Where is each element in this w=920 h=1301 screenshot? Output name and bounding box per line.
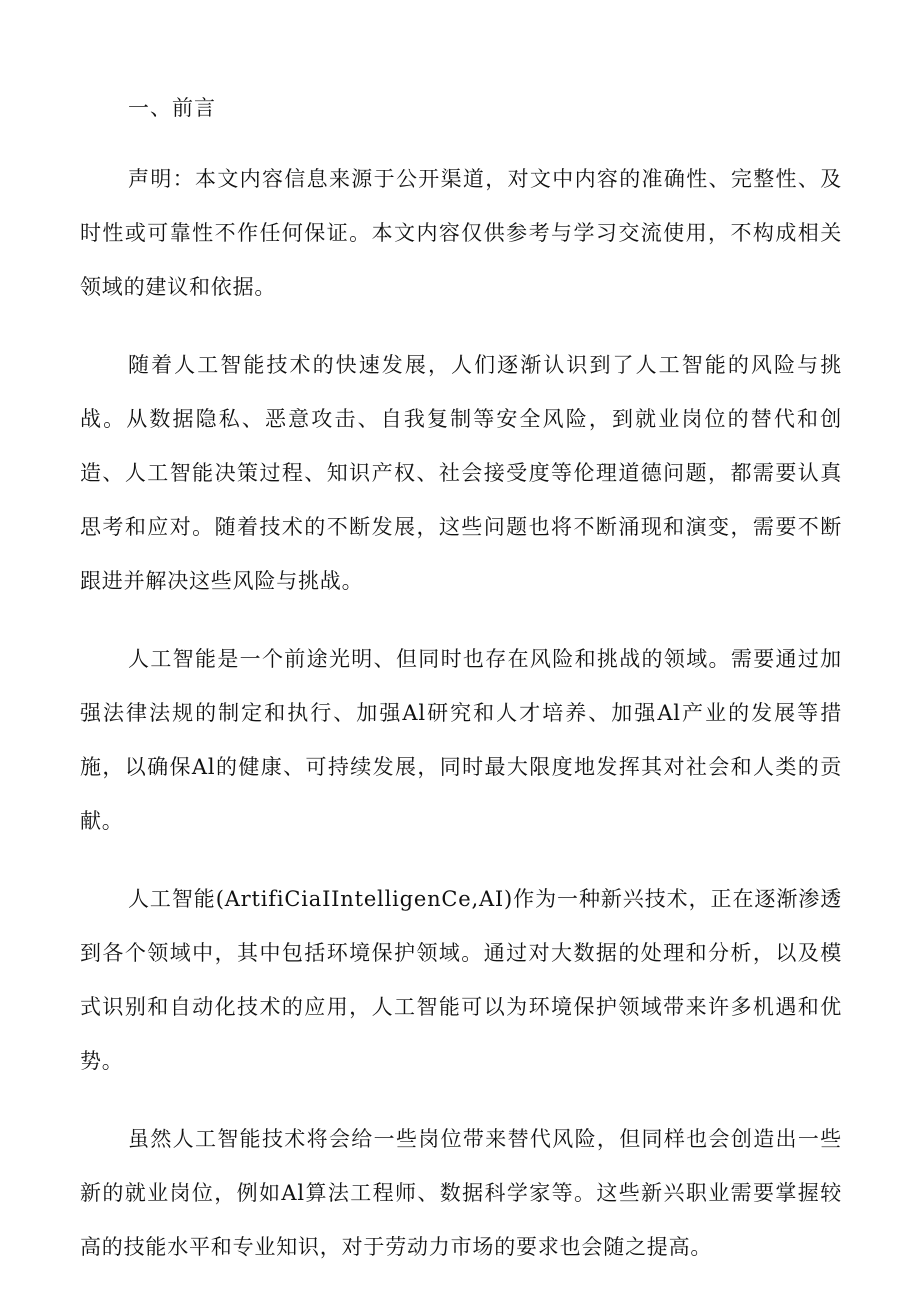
body-paragraph-environment: 人工智能(ArtifiCiaIIntelligenCe,AI)作为一种新兴技术，正在逐渐渗透到各个领域中，其中包括环境保护领域。通过对大数据的处理和分析，以及模式识别和自动化技术的应用，人工智能可以为环境保护领域带来许多机遇和优势。 bbox=[80, 887, 842, 1073]
disclaimer-paragraph: 声明：本文内容信息来源于公开渠道，对文中内容的准确性、完整性、及时性或可靠性不作任何保证。本文内容仅供参考与学习交流使用，不构成相关领域的建议和依据。 bbox=[80, 167, 842, 299]
section-heading: 一、前言 bbox=[128, 96, 216, 120]
body-paragraph-risks: 随着人工智能技术的快速发展，人们逐渐认识到了人工智能的风险与挑战。从数据隐私、恶意攻击、自我复制等安全风险，到就业岗位的替代和创造、人工智能决策过程、知识产权、社会接受度等伦理道德问题，都需要认真思考和应对。随着技术的不断发展，这些问题也将不断涌现和演变，需要不断跟进并解决这些风险与挑战。 bbox=[80, 353, 842, 593]
body-paragraph-measures: 人工智能是一个前途光明、但同时也存在风险和挑战的领域。需要通过加强法律法规的制定和执行、加强Al研究和人才培养、加强Al产业的发展等措施，以确保Al的健康、可持续发展，同时最大限度地发挥其对社会和人类的贡献。 bbox=[80, 647, 842, 833]
body-paragraph-employment: 虽然人工智能技术将会给一些岗位带来替代风险，但同样也会创造出一些新的就业岗位，例如Al算法工程师、数据科学家等。这些新兴职业需要掌握较高的技能水平和专业知识，对于劳动力市场的要求也会随之提高。 bbox=[80, 1127, 842, 1259]
